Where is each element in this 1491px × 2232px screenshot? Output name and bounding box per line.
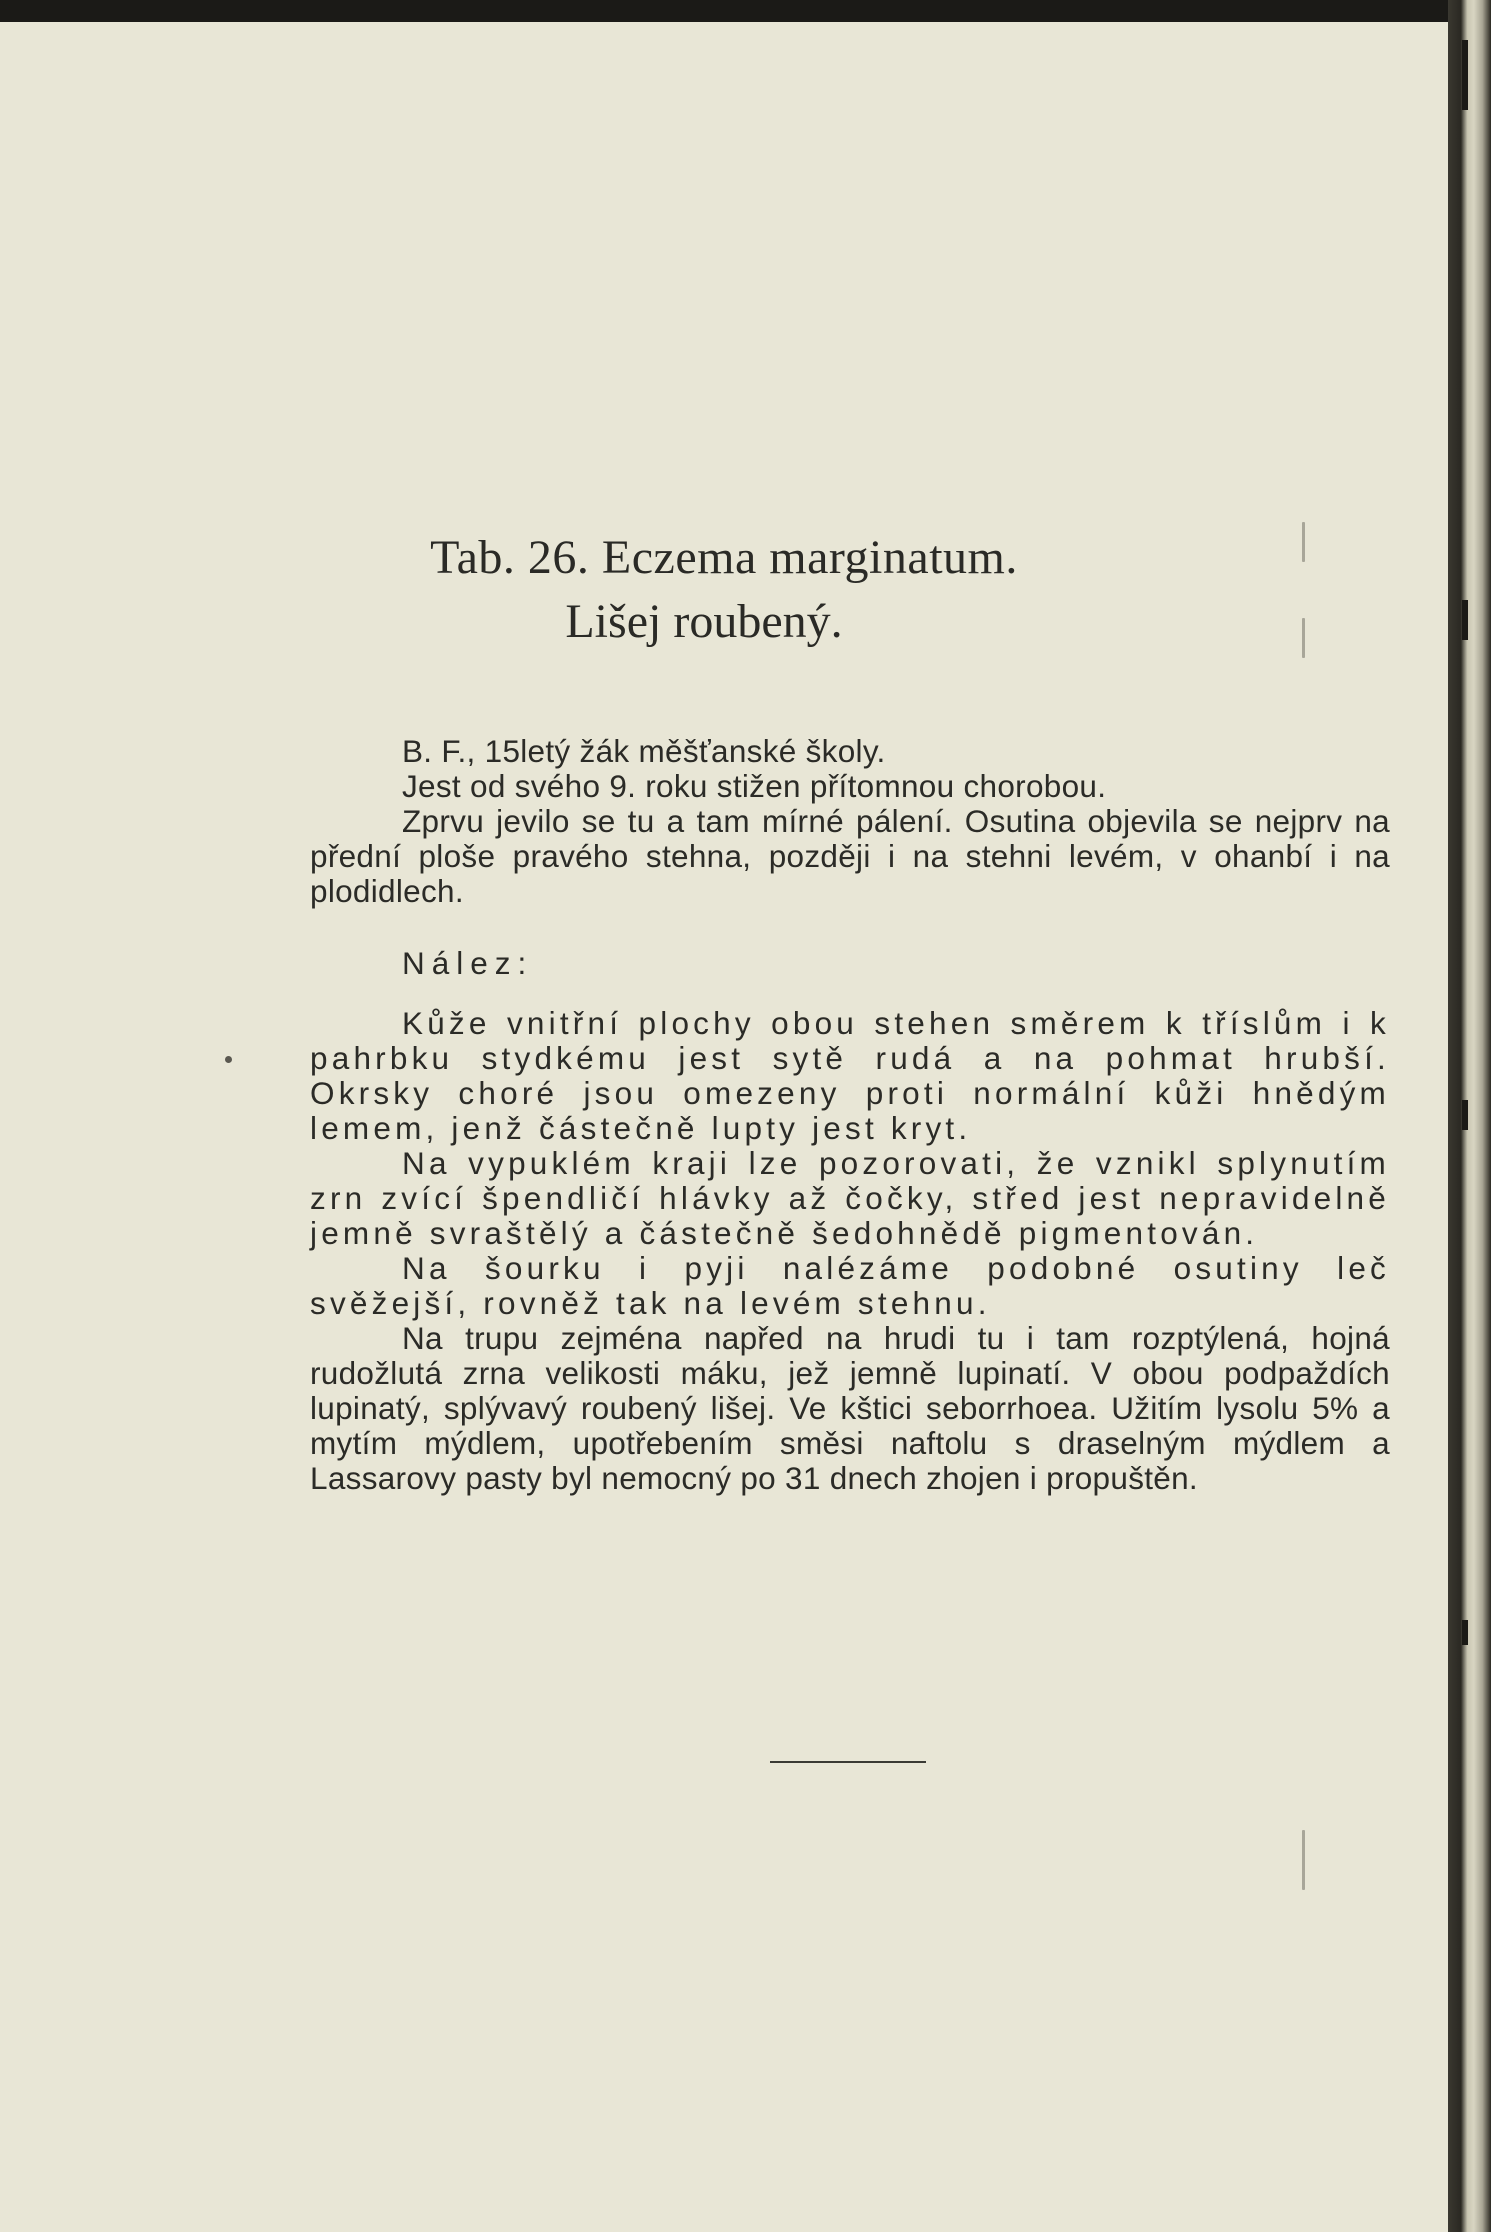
binding-mark [1462,600,1468,640]
paper-speck [225,1056,232,1063]
findings-heading-block [310,946,1390,981]
plate-title: Tab. 26. Eczema marginatum. [430,531,1018,584]
paper-speck [1302,522,1305,562]
treatment-paragraph: Na trupu zejména napřed na hrudi tu i tam rozptýlená, hojná rudožlutá zrna velikosti máku, jež jemně lupinatí. V obou podpaždích lupinatý, splývavý roubený lišej. Ve kštici seborrhoea. Užitím lysolu 5% a mytím mýdlem, upotřebením směsi naftolu s draselným mýdlem a Lassarovy pasty byl nemocný po 31 dnech zhojen i propuštěn. [310,1320,1390,1496]
history-paragraph: Zprvu jevilo se tu a tam mírné pálení. Osutina objevila se nejprv na přední ploše pravého stehna, později i na stehni levém, v ohanbí i na plodidlech. [310,803,1390,909]
paper-speck [1302,1830,1305,1890]
scanned-page [0,22,1448,2232]
end-rule [770,1761,926,1763]
paper-speck [1302,618,1305,658]
case-report-top [310,734,1390,909]
binding-mark [1462,40,1468,110]
binding-mark [1462,1620,1468,1645]
patient-line: B. F., 15letý žák měšťanské školy. [402,733,886,769]
binding-mark [1462,1100,1468,1130]
findings-heading: Nález: [402,945,534,981]
plate-subtitle: Lišej roubený. [565,595,843,648]
history-line: Jest od svého 9. roku stižen přítomnou chorobou. [402,768,1107,804]
findings-block [310,1006,1390,1496]
book-binding [1448,0,1491,2232]
findings-paragraph-2: Na vypuklém kraji lze pozorovati, že vznikl splynutím zrn zvící špendličí hlávky až čočky, střed jest nepravidelně jemně svraštělý a částečně šedohnědě pigmentován. [310,1145,1390,1251]
findings-paragraph-3: Na šourku i pyji nalézáme podobné osutiny leč svěžejší, rovněž tak na levém stehnu. [310,1250,1390,1321]
findings-paragraph-1: Kůže vnitřní plochy obou stehen směrem k tříslům i k pahrbku stydkému jest sytě rudá a na pohmat hrubší. Okrsky choré jsou omezeny proti normální kůži hnědým lemem, jenž částečně lupty jest kryt. [310,1005,1390,1146]
